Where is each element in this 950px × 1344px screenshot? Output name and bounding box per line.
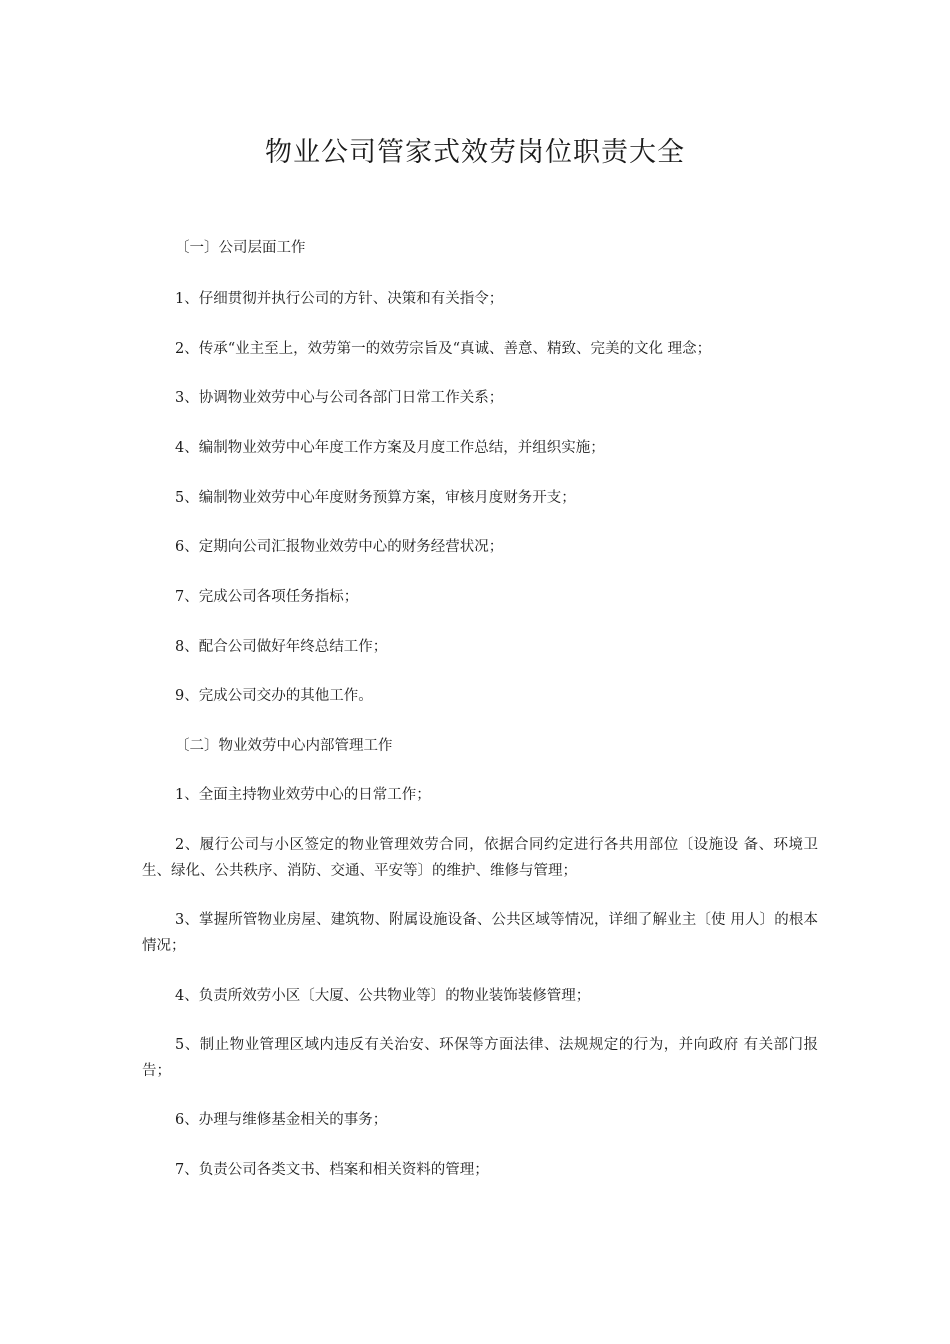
list-item: 3、掌握所管物业房屋、建筑物、附属设施设备、公共区域等情况，详细了解业主〔使 用人〕的根本情况； (142, 912, 818, 954)
list-item: 5、制止物业管理区域内违反有关治安、环保等方面法律、法规规定的行为，并向政府 有关部门报告； (142, 1037, 818, 1079)
list-item: 4、编制物业效劳中心年度工作方案及月度工作总结，并组织实施； (175, 440, 605, 456)
list-item: 5、编制物业效劳中心年度财务预算方案，审核月度财务开支； (175, 490, 576, 506)
list-item: 3、协调物业效劳中心与公司各部门日常工作关系； (175, 390, 504, 406)
section-heading-company-level: 〔一〕公司层面工作 (175, 240, 306, 256)
document-title: 物业公司管家式效劳岗位职责大全 (265, 137, 685, 168)
list-item: 6、办理与维修基金相关的事务； (175, 1112, 388, 1128)
list-item: 2、履行公司与小区签定的物业管理效劳合同，依据合同约定进行各共用部位〔设施设 备、环境卫生、绿化、公共秩序、消防、交通、平安等〕的维护、维修与管理； (142, 837, 818, 879)
list-item: 7、负责公司各类文书、档案和相关资料的管理； (175, 1162, 489, 1178)
section-heading-internal-management: 〔二〕物业效劳中心内部管理工作 (175, 738, 393, 754)
list-item: 2、传承“业主至上，效劳第一的效劳宗旨及“真诚、善意、精致、完美的文化 理念； (175, 341, 712, 357)
list-item: 1、仔细贯彻并执行公司的方针、决策和有关指令； (175, 291, 504, 307)
list-item: 9、完成公司交办的其他工作。 (175, 688, 373, 704)
list-item: 8、配合公司做好年终总结工作； (175, 639, 388, 655)
list-item: 4、负责所效劳小区〔大厦、公共物业等〕的物业装饰装修管理； (175, 988, 591, 1004)
list-item: 1、全面主持物业效劳中心的日常工作； (175, 787, 431, 803)
list-item: 7、完成公司各项任务指标； (175, 589, 359, 605)
list-item: 6、定期向公司汇报物业效劳中心的财务经营状况； (175, 539, 504, 555)
